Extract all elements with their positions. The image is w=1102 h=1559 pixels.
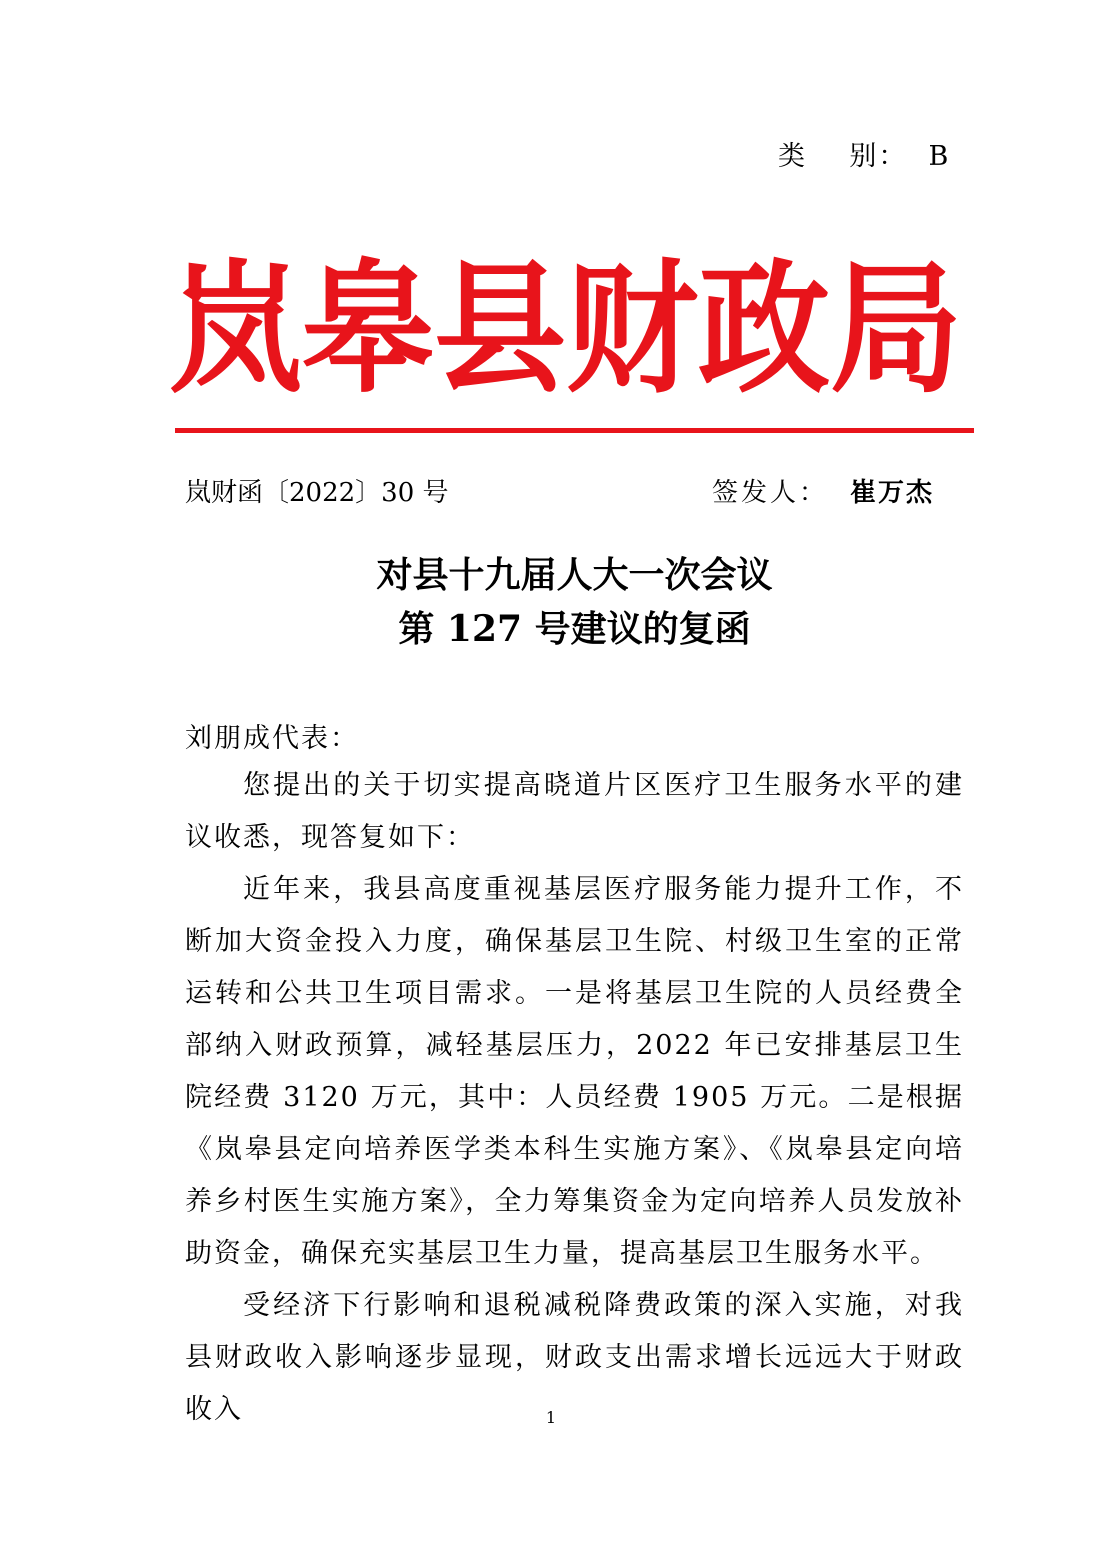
letterhead-char: 岚 [170,246,302,414]
letterhead-char: 财 [566,246,698,414]
document-number: 岚财函〔2022〕30 号 [185,478,449,508]
signer-block [712,472,934,509]
letterhead-char: 局 [830,246,962,414]
signer-name: 崔万杰 [850,478,935,508]
letterhead-char: 政 [698,246,830,414]
agency-letterhead [170,246,962,414]
title-line-1: 对县十九届人大一次会议 [376,554,773,596]
salutation: 刘朋成代表： [185,723,359,754]
letter-body [185,760,964,1436]
body-paragraph: 您提出的关于切实提高晓道片区医疗卫生服务水平的建议收悉，现答复如下： [185,770,964,853]
document-title [175,548,974,656]
letterhead-divider [175,428,974,433]
body-paragraph: 受经济下行影响和退税减税降费政策的深入实施，对我县财政收入影响逐步显现，财政支出需求增长远远大于财政收入 [185,1290,964,1425]
letterhead-char: 县 [434,246,566,414]
category-label: 类 别： B [778,141,951,172]
body-paragraph: 近年来，我县高度重视基层医疗服务能力提升工作，不断加大资金投入力度，确保基层卫生院、村级卫生室的正常运转和公共卫生项目需求。一是将基层卫生院的人员经费全部纳入财政预算，减轻基层压力，2022 年已安排基层卫生院经费 3120 万元，其中：人员经费 1905 万元。二是根据《岚皋县定向培养医学类本科生实施方案》、《岚皋县定向培养乡村医生实施方案》，全力筹集资金为定向培养人员发放补助资金，确保充实基层卫生力量，提高基层卫生服务水平。 [185,874,964,1269]
page-number: 1 [545,1408,557,1427]
signer-label: 签发人： [712,478,829,508]
title-line-2: 第 127 号建议的复函 [398,608,751,650]
letterhead-char: 皋 [302,246,434,414]
